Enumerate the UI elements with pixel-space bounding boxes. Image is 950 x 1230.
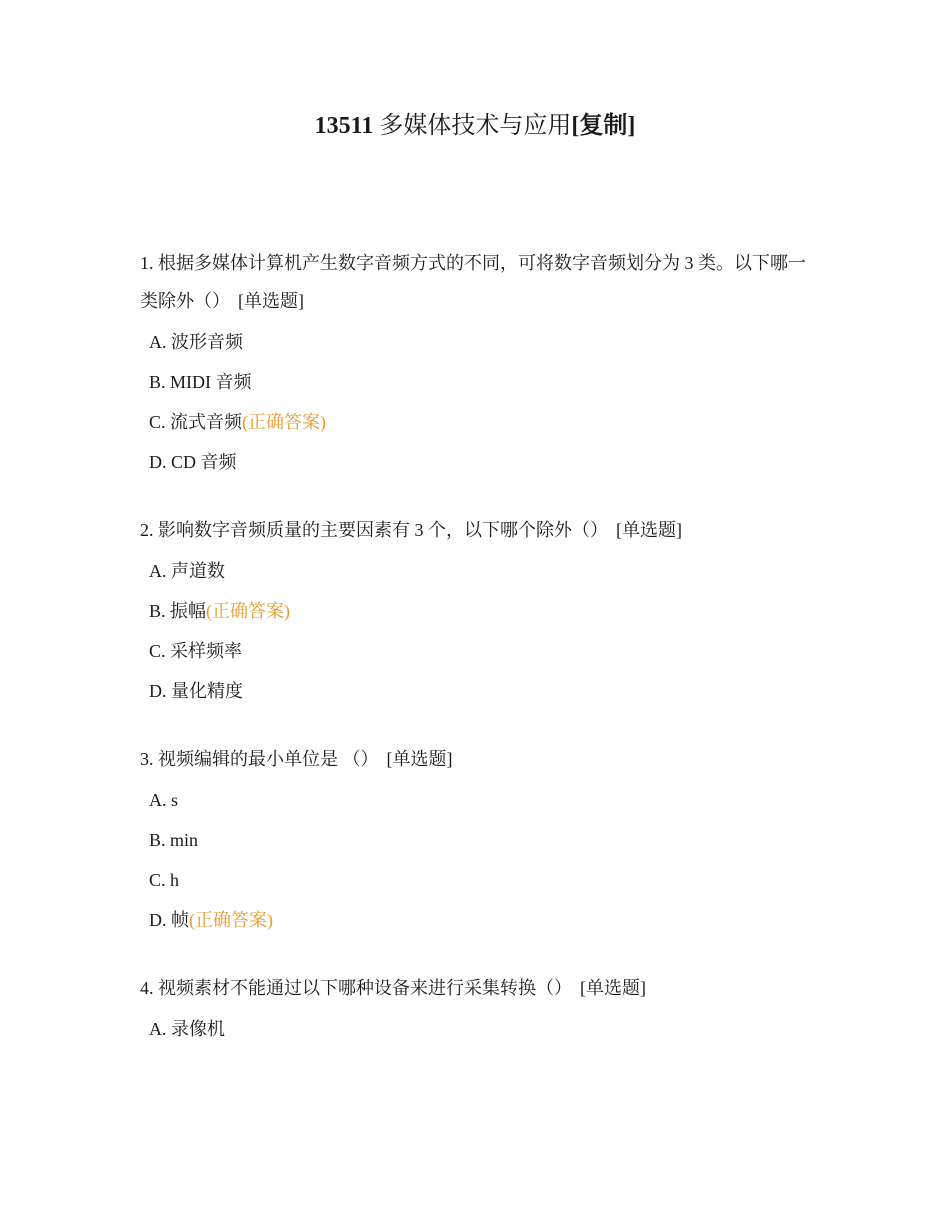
option-text: 帧 xyxy=(171,910,189,930)
option-b xyxy=(140,820,820,860)
option-letter: C. xyxy=(149,412,166,432)
option-b xyxy=(140,591,820,631)
option-letter: A. xyxy=(149,332,167,352)
option-letter: D. xyxy=(149,452,167,472)
correct-answer-tag: (正确答案) xyxy=(242,412,327,432)
option-letter: A. xyxy=(149,1019,167,1039)
option-a xyxy=(140,780,820,820)
question-list xyxy=(140,244,820,1078)
option-text: s xyxy=(171,790,179,810)
option-letter: B. xyxy=(149,372,166,392)
question-number: 3. xyxy=(140,749,154,769)
option-letter: A. xyxy=(149,790,167,810)
title-suffix: [复制] xyxy=(571,113,636,139)
option-c xyxy=(140,860,820,900)
option-d xyxy=(140,442,820,482)
option-text: 振幅 xyxy=(170,601,207,621)
question-4 xyxy=(140,969,820,1049)
title-name: 多媒体技术与应用 xyxy=(379,113,572,139)
option-text: h xyxy=(170,870,180,890)
option-letter: D. xyxy=(149,681,167,701)
question-3 xyxy=(140,740,820,940)
question-2 xyxy=(140,511,820,711)
question-type: [单选题] xyxy=(580,978,646,998)
correct-answer-tag: (正确答案) xyxy=(206,601,291,621)
option-a xyxy=(140,551,820,591)
question-stem xyxy=(140,244,820,320)
title-code: 13511 xyxy=(314,113,374,139)
option-text: 量化精度 xyxy=(171,681,243,701)
question-type: [单选题] xyxy=(386,749,453,769)
option-d xyxy=(140,671,820,711)
option-b xyxy=(140,362,820,402)
option-letter: C. xyxy=(149,641,166,661)
question-text: 视频素材不能通过以下哪种设备来进行采集转换（） xyxy=(158,978,572,998)
option-text: 采样频率 xyxy=(170,641,243,661)
option-letter: B. xyxy=(149,601,166,621)
option-letter: B. xyxy=(149,830,166,850)
option-d xyxy=(140,900,820,940)
question-number: 4. xyxy=(140,978,154,998)
option-text: CD 音频 xyxy=(171,452,237,472)
option-text: 声道数 xyxy=(171,561,225,581)
question-stem xyxy=(140,740,820,778)
option-text: 录像机 xyxy=(171,1019,225,1039)
option-c xyxy=(140,402,820,442)
question-text: 影响数字音频质量的主要因素有 3 个，以下哪个除外（） xyxy=(158,520,608,540)
question-stem xyxy=(140,511,820,549)
page-title xyxy=(0,108,950,144)
option-letter: C. xyxy=(149,870,166,890)
option-a xyxy=(140,1009,820,1049)
option-text: MIDI 音频 xyxy=(170,372,252,392)
question-text: 视频编辑的最小单位是 （） xyxy=(158,749,379,769)
option-text: 波形音频 xyxy=(171,332,243,352)
option-text: 流式音频 xyxy=(170,412,243,432)
option-c xyxy=(140,631,820,671)
question-text: 根据多媒体计算机产生数字音频方式的不同，可将数字音频划分为 3 类。以下哪一类除外（） xyxy=(140,253,806,311)
question-1 xyxy=(140,244,820,482)
question-type: [单选题] xyxy=(616,520,682,540)
question-number: 1. xyxy=(140,253,154,273)
option-letter: D. xyxy=(149,910,167,930)
question-stem xyxy=(140,969,820,1007)
question-number: 2. xyxy=(140,520,154,540)
option-text: min xyxy=(170,830,199,850)
correct-answer-tag: (正确答案) xyxy=(189,910,273,930)
question-type: [单选题] xyxy=(238,291,304,311)
option-a xyxy=(140,322,820,362)
option-letter: A. xyxy=(149,561,167,581)
